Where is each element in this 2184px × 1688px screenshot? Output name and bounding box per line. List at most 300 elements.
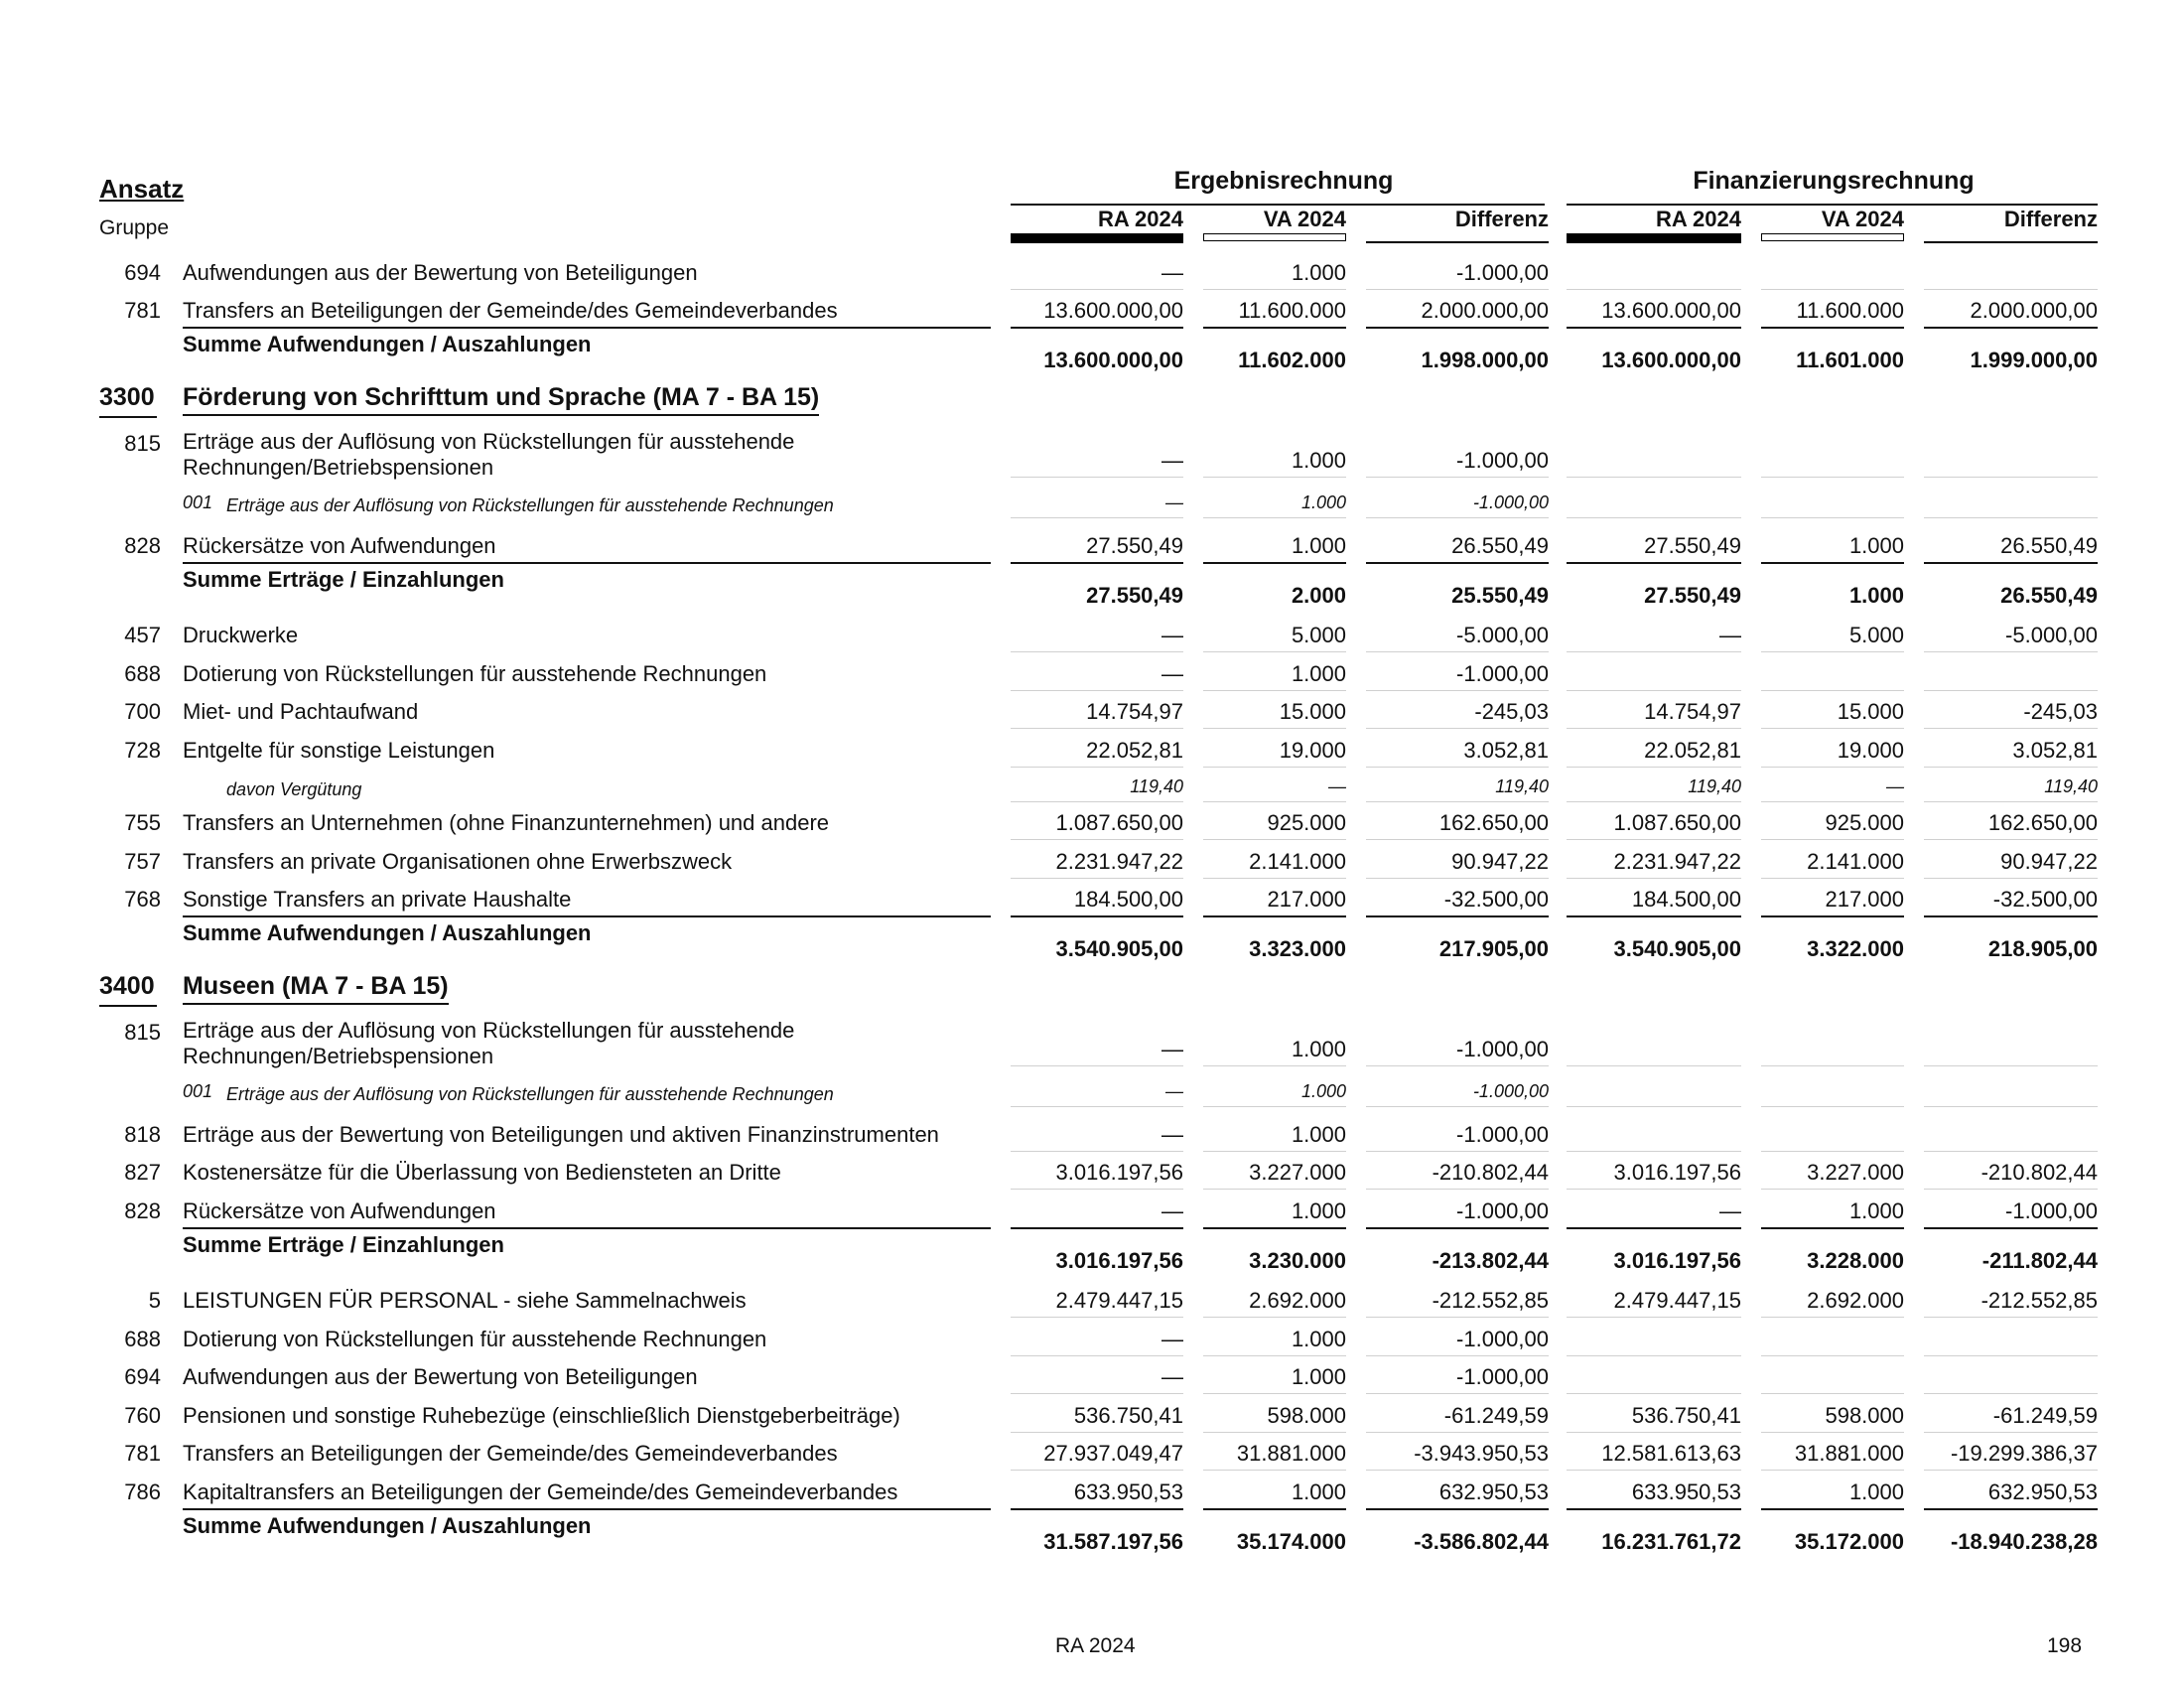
value-cell: 15.000	[1837, 699, 1904, 724]
cell-rule	[1761, 1393, 1904, 1394]
value-cell: 119,40	[2044, 775, 2098, 796]
cell-rule	[1366, 801, 1549, 802]
value-cell: —	[1161, 448, 1183, 473]
cell-rule	[1203, 1106, 1346, 1107]
cell-rule	[1011, 1106, 1183, 1107]
value-cell: 22.052,81	[1644, 737, 1741, 763]
cell-rule	[1011, 1317, 1183, 1318]
section-code: 3400	[99, 972, 155, 1000]
value-cell: 26.550,49	[2000, 532, 2098, 558]
account-description: Entgelte für sonstige Leistungen	[183, 737, 495, 763]
cell-rule	[1366, 839, 1549, 840]
cell-rule	[1761, 1189, 1904, 1190]
value-cell: 2.000.000,00	[1421, 298, 1549, 323]
value-cell: 2.692.000	[1807, 1288, 1904, 1313]
cell-rule	[1011, 1227, 1183, 1229]
value-cell: —	[1165, 492, 1183, 512]
cell-rule	[1366, 517, 1549, 518]
cell-rule	[1011, 801, 1183, 802]
value-cell: 119,40	[1130, 775, 1183, 796]
cell-rule	[1924, 1227, 2098, 1229]
value-cell: 3.323.000	[1249, 936, 1346, 961]
cell-rule	[1203, 839, 1346, 840]
value-cell: 90.947,22	[1451, 848, 1549, 874]
value-cell: 1.000	[1848, 532, 1904, 558]
value-cell: 2.000.000,00	[1970, 298, 2098, 323]
account-code: 694	[124, 259, 161, 285]
cell-rule	[1567, 562, 1741, 564]
value-cell: -3.943.950,53	[1414, 1441, 1549, 1466]
value-cell: 16.231.761,72	[1601, 1528, 1741, 1554]
value-cell: 925.000	[1825, 810, 1904, 835]
cell-rule	[1924, 728, 2098, 729]
column-marker-bar	[1203, 233, 1346, 241]
cell-rule	[1203, 1227, 1346, 1229]
value-cell: 632.950,53	[1987, 1478, 2098, 1504]
footer-report-label: RA 2024	[1055, 1634, 1136, 1657]
value-cell: 2.141.000	[1807, 848, 1904, 874]
value-cell: 3.052,81	[1463, 737, 1549, 763]
cell-rule	[1924, 327, 2098, 329]
value-cell: -210.802,44	[1980, 1160, 2098, 1185]
account-description: Erträge aus der Auflösung von Rückstellungen für ausstehende Rechnungen	[226, 495, 834, 515]
cell-rule	[1203, 562, 1346, 564]
value-cell: 2.231.947,22	[1613, 848, 1741, 874]
value-cell: -5.000,00	[1456, 623, 1549, 647]
value-cell: 217.000	[1267, 887, 1346, 912]
cell-rule	[1011, 1065, 1183, 1066]
value-cell: 11.600.000	[1796, 298, 1904, 323]
value-cell: 19.000	[1837, 737, 1904, 763]
cell-rule	[1011, 767, 1183, 768]
cell-rule	[1924, 1065, 2098, 1066]
cell-rule	[1011, 915, 1183, 917]
value-cell: 5.000	[1848, 623, 1904, 647]
value-cell: 1.000	[1291, 1121, 1346, 1147]
cell-rule	[1567, 915, 1741, 917]
cell-rule	[1567, 1393, 1741, 1394]
ergebnisrechnung-title: Ergebnisrechnung	[1173, 167, 1394, 195]
value-cell: —	[1886, 775, 1904, 796]
account-description: Aufwendungen aus der Bewertung von Beteiligungen	[183, 259, 698, 285]
column-header-ergebnis-1: VA 2024	[1263, 207, 1346, 231]
cell-rule	[1203, 1317, 1346, 1318]
value-cell: -1.000,00	[1456, 1121, 1549, 1147]
value-cell: -61.249,59	[1443, 1402, 1549, 1428]
sum-label: Summe Erträge / Einzahlungen	[183, 566, 504, 592]
value-cell: 633.950,53	[1631, 1478, 1741, 1504]
column-marker-bar	[1366, 241, 1549, 243]
cell-rule	[1924, 562, 2098, 564]
value-cell: 3.227.000	[1807, 1160, 1904, 1185]
value-cell: 1.000	[1291, 448, 1346, 473]
cell-rule	[1011, 1189, 1183, 1190]
account-code: 818	[124, 1121, 161, 1147]
cell-rule	[1924, 690, 2098, 691]
value-cell: -32.500,00	[1992, 887, 2098, 912]
account-code: 5	[148, 1288, 161, 1313]
account-description: Dotierung von Rückstellungen für ausstehende Rechnungen	[183, 1326, 767, 1351]
value-cell: 35.174.000	[1236, 1528, 1346, 1554]
account-description-cont: Rechnungen/Betriebspensionen	[183, 1044, 494, 1068]
value-cell: 1.000	[1291, 1478, 1346, 1504]
cell-rule	[1366, 477, 1549, 478]
cell-rule	[1366, 1189, 1549, 1190]
account-code: 694	[124, 1364, 161, 1389]
value-cell: 1.000	[1291, 1197, 1346, 1223]
cell-rule	[1366, 878, 1549, 879]
cell-rule	[1924, 767, 2098, 768]
value-cell: -1.000,00	[1456, 259, 1549, 285]
cell-rule	[1011, 1470, 1183, 1471]
value-cell: 1.000	[1291, 1364, 1346, 1389]
value-cell: 3.227.000	[1249, 1160, 1346, 1185]
value-cell: 119,40	[1688, 775, 1741, 796]
cell-rule	[1567, 690, 1741, 691]
account-description: Druckwerke	[183, 623, 299, 647]
cell-rule	[1366, 1508, 1549, 1510]
value-cell: 12.581.613,63	[1601, 1441, 1741, 1466]
cell-rule	[1761, 1432, 1904, 1433]
account-code: 768	[124, 887, 161, 912]
value-cell: 2.692.000	[1249, 1288, 1346, 1313]
value-cell: 14.754,97	[1644, 699, 1741, 724]
value-cell: 13.600.000,00	[1601, 348, 1741, 372]
column-marker-bar	[1761, 233, 1904, 241]
value-cell: 27.550,49	[1644, 582, 1741, 608]
ergebnisrechnung-rule	[1011, 204, 1545, 206]
cell-rule	[1567, 1355, 1741, 1356]
value-cell: 1.087.650,00	[1613, 810, 1741, 835]
cell-rule	[1366, 1432, 1549, 1433]
account-description: LEISTUNGEN FÜR PERSONAL - siehe Sammelnachweis	[183, 1288, 747, 1313]
value-cell: 1.000	[1300, 492, 1346, 512]
value-cell: -5.000,00	[2005, 623, 2098, 647]
value-cell: -1.000,00	[1472, 492, 1549, 512]
value-cell: 2.141.000	[1249, 848, 1346, 874]
cell-rule	[1924, 878, 2098, 879]
value-cell: -61.249,59	[1992, 1402, 2098, 1428]
value-cell: 35.172.000	[1794, 1528, 1904, 1554]
cell-rule	[1567, 477, 1741, 478]
account-description: Transfers an Beteiligungen der Gemeinde/des Gemeindeverbandes	[183, 1441, 838, 1466]
value-cell: 25.550,49	[1451, 582, 1549, 608]
value-cell: 2.479.447,15	[1613, 1288, 1741, 1313]
cell-rule	[1011, 477, 1183, 478]
value-cell: 11.601.000	[1796, 348, 1904, 372]
value-cell: 184.500,00	[1631, 887, 1741, 912]
cell-rule	[1761, 651, 1904, 652]
cell-rule	[1366, 1151, 1549, 1152]
section-title: Förderung von Schrifttum und Sprache (MA 7 - BA 15)	[183, 383, 819, 416]
value-cell: 11.600.000	[1238, 298, 1346, 323]
value-cell: 598.000	[1825, 1402, 1904, 1428]
section-code-underline	[99, 416, 157, 418]
cell-rule	[1366, 690, 1549, 691]
cell-rule	[1366, 728, 1549, 729]
value-cell: 536.750,41	[1073, 1402, 1183, 1428]
cell-rule	[1203, 1189, 1346, 1190]
value-cell: 1.000	[1848, 582, 1904, 608]
value-cell: 162.650,00	[1438, 810, 1549, 835]
cell-rule	[1761, 728, 1904, 729]
cell-rule	[1011, 562, 1183, 564]
value-cell: —	[1719, 1197, 1741, 1223]
value-cell: 13.600.000,00	[1043, 348, 1183, 372]
value-cell: 925.000	[1267, 810, 1346, 835]
column-header-ergebnis-2: Differenz	[1454, 207, 1549, 231]
cell-rule	[1011, 1355, 1183, 1356]
column-header-finanz-1: VA 2024	[1821, 207, 1904, 231]
account-code: 815	[124, 431, 161, 456]
account-description: Dotierung von Rückstellungen für ausstehende Rechnungen	[183, 660, 767, 686]
cell-rule	[1366, 1470, 1549, 1471]
value-cell: -3.586.802,44	[1414, 1528, 1549, 1554]
value-cell: 598.000	[1267, 1402, 1346, 1428]
cell-rule	[1761, 1106, 1904, 1107]
cell-rule	[1203, 915, 1346, 917]
value-cell: 1.000	[1291, 1037, 1346, 1061]
cell-rule	[1366, 767, 1549, 768]
cell-rule	[1924, 1151, 2098, 1152]
cell-rule	[1203, 651, 1346, 652]
finanzierungsrechnung-title: Finanzierungsrechnung	[1693, 167, 1975, 195]
cell-rule	[1366, 1106, 1549, 1107]
account-code: 781	[124, 1441, 161, 1466]
value-cell: 536.750,41	[1631, 1402, 1741, 1428]
account-description: Erträge aus der Bewertung von Beteiligungen und aktiven Finanzinstrumenten	[183, 1121, 939, 1147]
account-code: 700	[124, 699, 161, 724]
cell-rule	[1924, 1106, 2098, 1107]
cell-rule	[1203, 327, 1346, 329]
cell-rule	[1567, 1065, 1741, 1066]
cell-rule	[1567, 839, 1741, 840]
section-code: 3300	[99, 383, 155, 411]
row-rule	[183, 1227, 991, 1229]
cell-rule	[1761, 477, 1904, 478]
value-cell: -19.299.386,37	[1950, 1441, 2098, 1466]
column-header-finanz-0: RA 2024	[1655, 207, 1741, 231]
ansatz-label: Ansatz	[99, 174, 185, 204]
value-cell: —	[1328, 775, 1346, 796]
sum-label: Summe Aufwendungen / Auszahlungen	[183, 920, 592, 945]
value-cell: 2.479.447,15	[1055, 1288, 1183, 1313]
value-cell: 633.950,53	[1073, 1478, 1183, 1504]
account-code: 688	[124, 1326, 161, 1351]
value-cell: 11.602.000	[1238, 348, 1346, 372]
account-code: 781	[124, 298, 161, 323]
cell-rule	[1567, 1189, 1741, 1190]
account-code: 757	[124, 848, 161, 874]
value-cell: 31.587.197,56	[1043, 1528, 1183, 1554]
value-cell: -245,03	[2023, 699, 2098, 724]
cell-rule	[1924, 477, 2098, 478]
cell-rule	[1924, 517, 2098, 518]
row-rule	[183, 327, 991, 329]
account-code: 688	[124, 660, 161, 686]
value-cell: —	[1161, 1326, 1183, 1351]
cell-rule	[1011, 651, 1183, 652]
row-rule	[183, 562, 991, 564]
cell-rule	[1567, 1470, 1741, 1471]
cell-rule	[1366, 651, 1549, 652]
account-code: 728	[124, 737, 161, 763]
cell-rule	[1011, 327, 1183, 329]
value-cell: 1.000	[1848, 1197, 1904, 1223]
cell-rule	[1203, 767, 1346, 768]
value-cell: -213.802,44	[1432, 1247, 1549, 1273]
cell-rule	[1366, 1393, 1549, 1394]
value-cell: -32.500,00	[1443, 887, 1549, 912]
column-marker-bar	[1567, 233, 1741, 243]
cell-rule	[1011, 839, 1183, 840]
cell-rule	[1366, 1317, 1549, 1318]
value-cell: 1.998.000,00	[1421, 348, 1549, 372]
value-cell: 1.000	[1300, 1081, 1346, 1101]
value-cell: 3.322.000	[1807, 936, 1904, 961]
cell-rule	[1761, 1355, 1904, 1356]
value-cell: 15.000	[1279, 699, 1346, 724]
column-header-finanz-2: Differenz	[2003, 207, 2098, 231]
account-code: 457	[124, 623, 161, 647]
account-description: Transfers an Unternehmen (ohne Finanzunternehmen) und andere	[183, 810, 830, 835]
value-cell: -1.000,00	[1456, 1326, 1549, 1351]
cell-rule	[1761, 1317, 1904, 1318]
account-code: 001	[183, 1081, 213, 1101]
cell-rule	[1567, 1151, 1741, 1152]
value-cell: 1.000	[1291, 259, 1346, 285]
cell-rule	[1011, 1508, 1183, 1510]
account-description: davon Vergütung	[226, 778, 362, 799]
value-cell: 1.087.650,00	[1055, 810, 1183, 835]
account-description: Kostenersätze für die Überlassung von Bediensteten an Dritte	[183, 1160, 781, 1185]
account-code: 828	[124, 532, 161, 558]
column-marker-bar	[1011, 233, 1183, 243]
cell-rule	[1761, 1151, 1904, 1152]
value-cell: 3.016.197,56	[1613, 1160, 1741, 1185]
value-cell: —	[1161, 1037, 1183, 1061]
cell-rule	[1924, 1393, 2098, 1394]
cell-rule	[1203, 728, 1346, 729]
value-cell: —	[1719, 623, 1741, 647]
value-cell: 14.754,97	[1086, 699, 1183, 724]
value-cell: 1.000	[1291, 532, 1346, 558]
cell-rule	[1366, 562, 1549, 564]
cell-rule	[1761, 327, 1904, 329]
value-cell: 184.500,00	[1073, 887, 1183, 912]
cell-rule	[1761, 801, 1904, 802]
cell-rule	[1366, 1227, 1549, 1229]
account-code: 827	[124, 1160, 161, 1185]
sum-label: Summe Erträge / Einzahlungen	[183, 1231, 504, 1257]
value-cell: —	[1161, 1197, 1183, 1223]
account-description: Miet- und Pachtaufwand	[183, 699, 419, 724]
cell-rule	[1203, 517, 1346, 518]
cell-rule	[1924, 1355, 2098, 1356]
account-code: 815	[124, 1020, 161, 1045]
account-description: Sonstige Transfers an private Haushalte	[183, 887, 572, 912]
cell-rule	[1567, 1317, 1741, 1318]
cell-rule	[1366, 289, 1549, 290]
cell-rule	[1761, 915, 1904, 917]
cell-rule	[1011, 517, 1183, 518]
value-cell: 26.550,49	[1451, 532, 1549, 558]
cell-rule	[1366, 327, 1549, 329]
cell-rule	[1011, 728, 1183, 729]
section-title: Museen (MA 7 - BA 15)	[183, 972, 449, 1005]
value-cell: 3.052,81	[2012, 737, 2098, 763]
cell-rule	[1761, 1065, 1904, 1066]
cell-rule	[1924, 651, 2098, 652]
account-code: 001	[183, 492, 213, 512]
cell-rule	[1567, 878, 1741, 879]
sum-label: Summe Aufwendungen / Auszahlungen	[183, 1512, 592, 1538]
value-cell: 2.000	[1291, 582, 1346, 608]
cell-rule	[1203, 1393, 1346, 1394]
value-cell: 162.650,00	[1987, 810, 2098, 835]
value-cell: -210.802,44	[1432, 1160, 1549, 1185]
cell-rule	[1203, 690, 1346, 691]
cell-rule	[1203, 1151, 1346, 1152]
value-cell: 218.905,00	[1987, 936, 2098, 961]
cell-rule	[1567, 1227, 1741, 1229]
cell-rule	[1924, 915, 2098, 917]
value-cell: -1.000,00	[1456, 1197, 1549, 1223]
value-cell: 3.540.905,00	[1055, 936, 1183, 961]
account-code: 755	[124, 810, 161, 835]
account-description: Kapitaltransfers an Beteiligungen der Gemeinde/des Gemeindeverbandes	[183, 1478, 898, 1504]
cell-rule	[1567, 728, 1741, 729]
sum-label: Summe Aufwendungen / Auszahlungen	[183, 332, 592, 356]
cell-rule	[1567, 289, 1741, 290]
value-cell: 2.231.947,22	[1055, 848, 1183, 874]
column-marker-bar	[1924, 241, 2098, 243]
row-rule	[183, 915, 991, 917]
cell-rule	[1761, 767, 1904, 768]
account-description: Transfers an Beteiligungen der Gemeinde/des Gemeindeverbandes	[183, 298, 838, 323]
cell-rule	[1924, 839, 2098, 840]
column-header-ergebnis-0: RA 2024	[1097, 207, 1183, 231]
value-cell: 5.000	[1291, 623, 1346, 647]
cell-rule	[1761, 1470, 1904, 1471]
cell-rule	[1203, 477, 1346, 478]
value-cell: -212.552,85	[1432, 1288, 1549, 1313]
cell-rule	[1924, 1470, 2098, 1471]
cell-rule	[1203, 801, 1346, 802]
value-cell: 1.999.000,00	[1970, 348, 2098, 372]
value-cell: 13.600.000,00	[1601, 298, 1741, 323]
value-cell: 27.550,49	[1086, 582, 1183, 608]
value-cell: 31.881.000	[1236, 1441, 1346, 1466]
cell-rule	[1761, 517, 1904, 518]
value-cell: 1.000	[1291, 660, 1346, 686]
value-cell: 22.052,81	[1086, 737, 1183, 763]
cell-rule	[1203, 1432, 1346, 1433]
value-cell: —	[1161, 1121, 1183, 1147]
value-cell: -1.000,00	[1456, 448, 1549, 473]
value-cell: 3.016.197,56	[1613, 1247, 1741, 1273]
value-cell: 31.881.000	[1794, 1441, 1904, 1466]
account-code: 786	[124, 1478, 161, 1504]
account-description: Erträge aus der Auflösung von Rückstellungen für ausstehende	[183, 1018, 795, 1043]
cell-rule	[1567, 1106, 1741, 1107]
value-cell: -18.940.238,28	[1950, 1528, 2098, 1554]
cell-rule	[1761, 1227, 1904, 1229]
value-cell: 3.016.197,56	[1055, 1247, 1183, 1273]
account-code: 760	[124, 1402, 161, 1428]
account-description: Pensionen und sonstige Ruhebezüge (einschließlich Dienstgeberbeiträge)	[183, 1402, 900, 1428]
cell-rule	[1924, 1432, 2098, 1433]
